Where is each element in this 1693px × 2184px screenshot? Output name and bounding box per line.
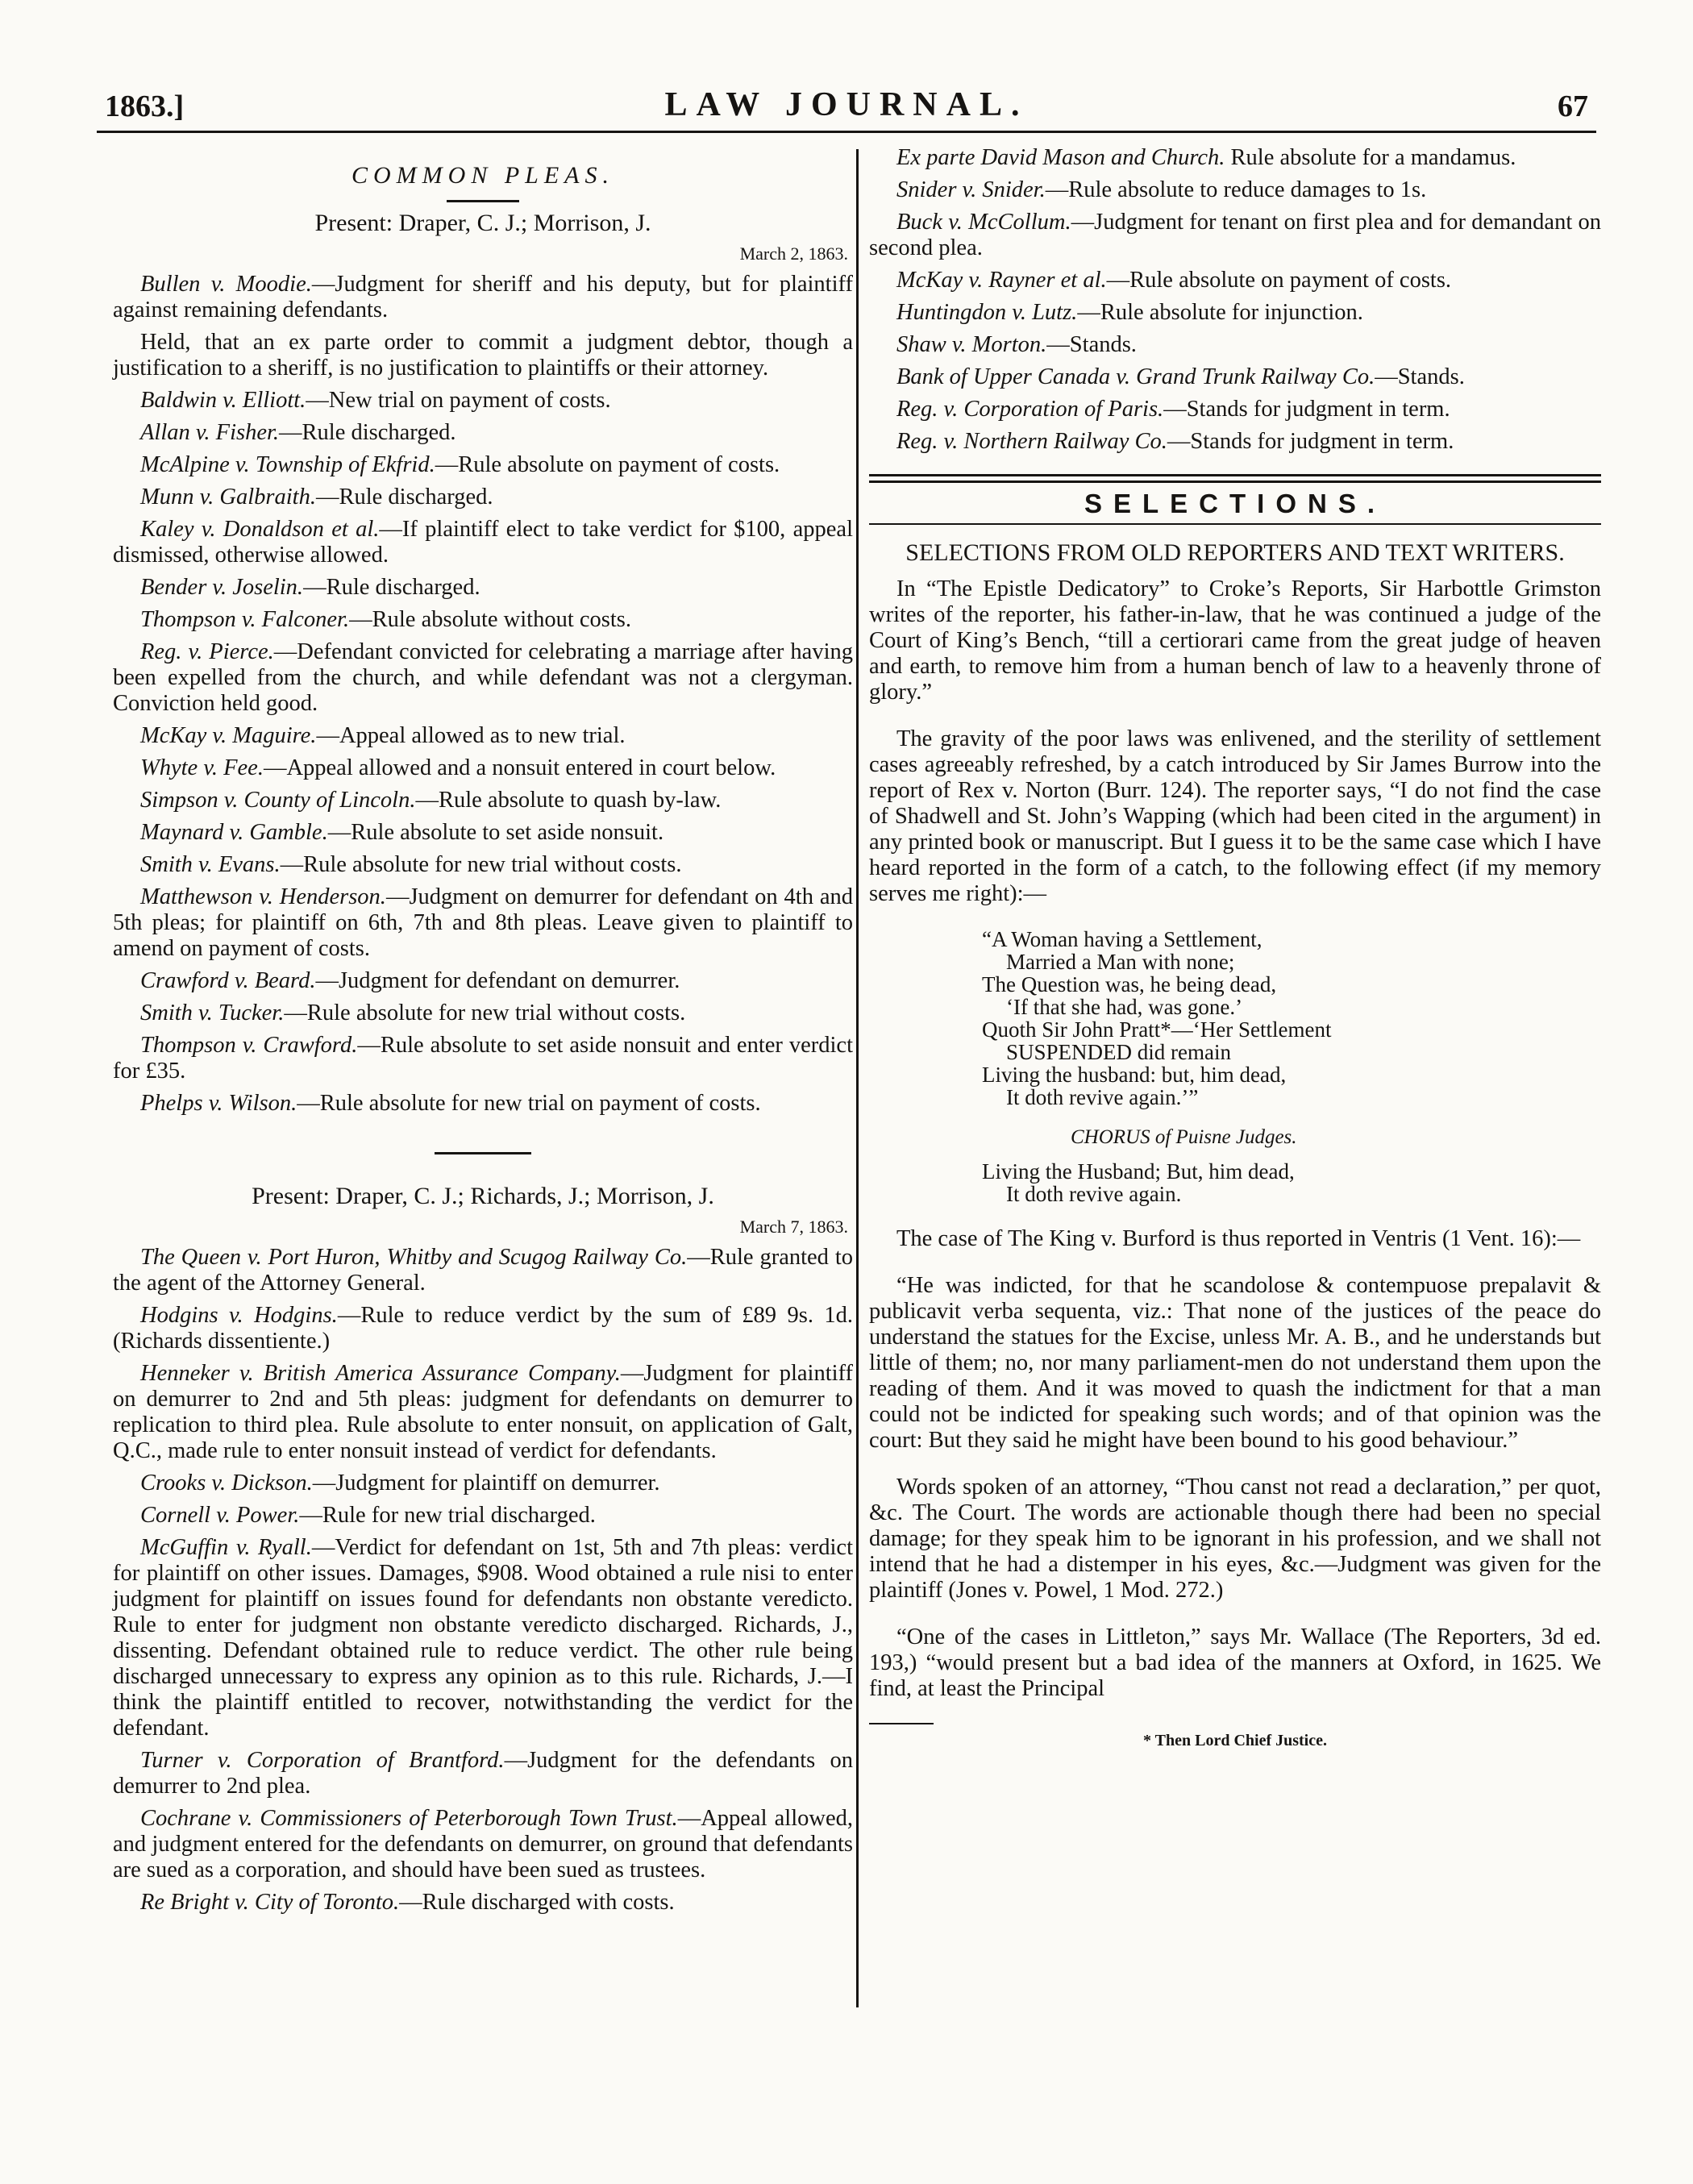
case-name: Kaley v. Donaldson et al. xyxy=(140,517,380,542)
case-name: Ex parte David Mason and Church. xyxy=(896,145,1225,170)
header-year: 1863.] xyxy=(105,89,185,123)
case-entry xyxy=(113,330,853,381)
case-ruling: —Stands. xyxy=(1375,364,1465,389)
case-name: Re Bright v. City of Toronto. xyxy=(140,1890,400,1915)
paragraph-epistle: In “The Epistle Dedicatory” to Croke’s Reports, Sir Harbottle Grimston writes of the reporter, his father-in-law, that he was continued a judge of the Court of King’s Bench, “till a certiorari came from the great judge of heaven and earth, to remove him from a human bench of law to a heavenly throne of glory.” xyxy=(869,576,1601,705)
case-ruling: —Judgment for plaintiff on demurrer. xyxy=(312,1471,660,1496)
case-name: Whyte v. Fee. xyxy=(140,755,264,780)
case-name: Cochrane v. Commissioners of Peterborough Town Trust. xyxy=(140,1806,678,1831)
case-ruling: Held, that an ex parte order to commit a judgment debtor, though a justification to a sheriff, is no justification to plaintiffs or their attorney. xyxy=(113,330,853,381)
footnote: * Then Lord Chief Justice. xyxy=(1143,1732,1327,1749)
present-judges-2: Present: Draper, C. J.; Richards, J.; Morrison, J. xyxy=(252,1183,714,1209)
verse-line: Married a Man with none; xyxy=(1006,950,1235,974)
verse-line: SUSPENDED did remain xyxy=(1006,1040,1231,1064)
case-entry xyxy=(113,755,853,781)
case-name: McGuffin v. Ryall. xyxy=(140,1535,312,1560)
thin-rule xyxy=(869,523,1601,525)
verse-line: It doth revive again.’” xyxy=(1006,1085,1199,1109)
sitting-date-1: March 2, 1863. xyxy=(739,243,848,264)
verse-line: Living the Husband; But, him dead, xyxy=(982,1159,1295,1184)
case-ruling: —Rule absolute on payment of costs. xyxy=(1106,268,1452,293)
case-name: Crawford v. Beard. xyxy=(140,968,316,993)
case-entry xyxy=(869,268,1601,293)
case-ruling: —Rule absolute to set aside nonsuit and enter verdict for £35. xyxy=(113,1033,853,1084)
case-name: Crooks v. Dickson. xyxy=(140,1471,313,1496)
case-entry xyxy=(113,852,853,878)
case-entry xyxy=(113,272,853,323)
case-name: Allan v. Fisher. xyxy=(140,420,280,445)
case-name: Bank of Upper Canada v. Grand Trunk Railway Co. xyxy=(896,364,1375,389)
running-header xyxy=(97,82,1596,133)
case-name: Simpson v. County of Lincoln. xyxy=(140,788,416,813)
case-name: Turner v. Corporation of Brantford. xyxy=(140,1748,505,1773)
case-entry xyxy=(113,639,853,717)
case-name: Matthewson v. Henderson. xyxy=(140,884,386,909)
catch-verse xyxy=(982,928,1601,1109)
verse-line: The Question was, he being dead, xyxy=(982,972,1277,996)
case-name: Cornell v. Power. xyxy=(140,1503,300,1528)
case-name: McKay v. Rayner et al. xyxy=(896,268,1107,293)
case-ruling: —Rule absolute to set aside nonsuit. xyxy=(327,820,664,845)
case-name: Maynard v. Gamble. xyxy=(140,820,328,845)
case-name: Thompson v. Crawford. xyxy=(140,1033,358,1058)
case-name: Phelps v. Wilson. xyxy=(140,1091,297,1116)
case-entry xyxy=(113,723,853,749)
verse-line: It doth revive again. xyxy=(1006,1182,1182,1206)
case-ruling: —Judgment for tenant on first plea and for demandant on second plea. xyxy=(869,210,1602,260)
case-ruling: —Appeal allowed as to new trial. xyxy=(316,723,626,748)
case-entry xyxy=(869,177,1601,203)
case-entry xyxy=(869,332,1601,358)
case-name: The Queen v. Port Huron, Whitby and Scugog Railway Co. xyxy=(140,1245,688,1270)
case-name: Bender v. Joselin. xyxy=(140,575,304,600)
case-list-1 xyxy=(113,272,853,1117)
case-ruling: —Stands for judgment in term. xyxy=(1163,397,1450,422)
right-column xyxy=(869,145,1601,1753)
case-ruling: —Appeal allowed, and judgment entered for the defendants on demurrer, on ground that defendants are sued as a corporation, and should have been sued as trustees. xyxy=(113,1806,853,1882)
paragraph-poor-laws: The gravity of the poor laws was enlivened, and the sterility of settlement cases agreeably refreshed, by a catch introduced by Sir James Burrow into the report of Rex v. Norton (Burr. 124). The reporter says, “I do not find the case of Shadwell and St. John’s Wapping (which had been cited in the argument) in any printed book or manuscript. But I guess it to be the same case which I have heard reported in the form of a catch, to the following effect (if my memory serves me right):— xyxy=(869,726,1601,906)
case-ruling: —Rule discharged. xyxy=(279,420,456,445)
case-entry xyxy=(113,1503,853,1529)
case-list-2 xyxy=(113,1245,853,1916)
case-name: Huntingdon v. Lutz. xyxy=(896,300,1078,325)
case-name: Reg. v. Corporation of Paris. xyxy=(896,397,1164,422)
case-name: Munn v. Galbraith. xyxy=(140,485,316,510)
verse-line: Living the husband: but, him dead, xyxy=(982,1063,1287,1087)
case-entry xyxy=(869,145,1601,171)
sitting-date-2: March 7, 1863. xyxy=(739,1217,848,1237)
case-entry xyxy=(113,1890,853,1916)
case-entry xyxy=(113,1000,853,1026)
case-name: Shaw v. Morton. xyxy=(896,332,1047,357)
case-name: Bullen v. Moodie. xyxy=(140,272,312,297)
chorus-verse xyxy=(982,1160,1601,1205)
case-ruling: —Judgment for defendant on demurrer. xyxy=(315,968,680,993)
case-ruling: —Appeal allowed and a nonsuit entered in court below. xyxy=(263,755,776,780)
case-ruling: —Rule absolute for injunction. xyxy=(1077,300,1363,325)
case-entry xyxy=(113,968,853,994)
case-name: Reg. v. Pierce. xyxy=(140,639,274,664)
case-ruling: —Rule absolute to quash by-law. xyxy=(415,788,722,813)
case-entry xyxy=(113,452,853,478)
page-number: 67 xyxy=(1558,89,1588,123)
case-entry xyxy=(113,575,853,601)
left-column xyxy=(113,145,853,1922)
verse-line: “A Woman having a Settlement, xyxy=(982,927,1262,951)
case-ruling: —Rule for new trial discharged. xyxy=(299,1503,596,1528)
journal-title: LAW JOURNAL. xyxy=(664,86,1029,123)
case-ruling: —Rule to reduce verdict by the sum of £89 9s. 1d. (Richards dissentiente.) xyxy=(113,1303,853,1354)
paragraph-attorney-words: Words spoken of an attorney, “Thou canst not read a declaration,” per quot, &c. The Court. The words are actionable though there had been no special damage; for they speak him to be ignorant in his profession, and we shall not intend that he had a distemper in his eyes, &c.—Judgment was given for the plaintiff (Jones v. Powel, 1 Mod. 272.) xyxy=(869,1475,1601,1603)
case-ruling: —Judgment on demurrer for defendant on 4th and 5th pleas; for plaintiff on 6th, 7th and 8th pleas. Leave given to plaintiff to amend on payment of costs. xyxy=(113,884,853,961)
present-judges-1: Present: Draper, C. J.; Morrison, J. xyxy=(314,210,651,236)
case-entry xyxy=(113,884,853,962)
case-ruling: —Rule granted to the agent of the Attorney General. xyxy=(113,1245,853,1296)
case-ruling: —Rule discharged. xyxy=(315,485,493,510)
case-ruling: Rule absolute for a mandamus. xyxy=(1225,145,1516,170)
case-entry xyxy=(869,429,1601,455)
chorus-title: CHORUS of Puisne Judges. xyxy=(1071,1126,1297,1148)
case-name: Henneker v. British America Assurance Company. xyxy=(140,1361,621,1386)
case-entry xyxy=(113,1361,853,1464)
case-ruling: —Defendant convicted for celebrating a marriage after having been expelled from the church, and while defendant was not a clergyman. Conviction held good. xyxy=(113,639,853,716)
verse-line: Quoth Sir John Pratt*—‘Her Settlement xyxy=(982,1017,1332,1042)
case-entry xyxy=(113,1471,853,1496)
case-entry xyxy=(113,388,853,414)
case-entry xyxy=(113,788,853,813)
case-entry xyxy=(113,1091,853,1117)
case-ruling: —Rule absolute for new trial on payment of costs. xyxy=(297,1091,761,1116)
case-entry xyxy=(113,420,853,446)
case-ruling: —Rule absolute for new trial without costs. xyxy=(284,1000,686,1025)
case-ruling: —Rule absolute on payment of costs. xyxy=(435,452,780,477)
selections-title: SELECTIONS. xyxy=(1084,489,1387,518)
case-name: Hodgins v. Hodgins. xyxy=(140,1303,338,1328)
verse-line: ‘If that she had, was gone.’ xyxy=(1006,995,1243,1019)
case-entry xyxy=(113,1303,853,1354)
case-ruling: —New trial on payment of costs. xyxy=(306,388,611,413)
case-ruling: —Verdict for defendant on 1st, 5th and 7th pleas: verdict for plaintiff on other issues. Damages, $908. Wood obtained a rule nisi to enter judgment for plaintiff on issues found for defendants non obstante veredicto. Rule to enter for judgment non obstante veredicto discharged. Richards, J., dissenting. Defendant obtained rule to reduce verdict. The other rule being discharged unnecessary to express any opinion as to this rule. Richards, J.—I think the plaintiff entitled to recover, notwithstanding the verdict for the defendant. xyxy=(113,1535,853,1741)
case-entry xyxy=(113,607,853,633)
selections-subhead: SELECTIONS FROM OLD REPORTERS AND TEXT WRITERS. xyxy=(905,539,1565,566)
footnote-rule xyxy=(869,1723,934,1724)
case-ruling: —Rule absolute for new trial without costs. xyxy=(280,852,682,877)
case-ruling: —Judgment for the defendants on demurrer to 2nd plea. xyxy=(113,1748,853,1799)
case-ruling: —Judgment for sheriff and his deputy, but for plaintiff against remaining defendants. xyxy=(113,272,853,322)
case-entry xyxy=(869,364,1601,390)
paragraph-indictment-quote: “He was indicted, for that he scandolose & contempuose prepalavit & publicavit verba sequenta, viz.: That none of the justices of the peace do understand the statues for the Excise, unless Mr. A. B., and he understands but little of them; no, nor many parliament-men do not understand them upon the reading of them. And it was moved to quash the indictment for that a man could not be indicted for speaking such words; and of that opinion was the court: But they said he might have been bound to his good behaviour.” xyxy=(869,1273,1601,1453)
column-divider xyxy=(856,149,859,2007)
case-ruling: —Stands. xyxy=(1046,332,1137,357)
case-name: Snider v. Snider. xyxy=(896,177,1046,202)
case-ruling: —Rule discharged with costs. xyxy=(399,1890,675,1915)
case-name: Thompson v. Falconer. xyxy=(140,607,350,632)
case-entry xyxy=(113,1033,853,1084)
case-name: Baldwin v. Elliott. xyxy=(140,388,306,413)
case-entry xyxy=(113,1535,853,1741)
case-name: Smith v. Tucker. xyxy=(140,1000,285,1025)
case-entry xyxy=(113,820,853,846)
short-rule xyxy=(447,200,519,202)
case-list-3 xyxy=(869,145,1601,455)
case-entry xyxy=(113,1806,853,1883)
case-entry xyxy=(869,210,1601,261)
double-rule xyxy=(869,474,1601,483)
paragraph-littleton: “One of the cases in Littleton,” says Mr. Wallace (The Reporters, 3d ed. 193,) “would present but a bad idea of the manners at Oxford, in 1625. We find, at least the Principal xyxy=(869,1624,1601,1701)
case-ruling: —Rule absolute without costs. xyxy=(349,607,632,632)
case-name: McKay v. Maguire. xyxy=(140,723,317,748)
case-name: Smith v. Evans. xyxy=(140,852,281,877)
case-entry xyxy=(869,300,1601,326)
case-ruling: —Judgment for plaintiff on demurrer to 2nd and 5th pleas: judgment for defendants on demurrer to replication to third plea. Rule absolute to enter nonsuit, on application of Galt, Q.C., made rule to enter nonsuit instead of verdict for defendants. xyxy=(113,1361,853,1463)
section-rule xyxy=(435,1152,531,1154)
section-title-common-pleas: COMMON PLEAS. xyxy=(351,162,614,189)
case-entry xyxy=(113,1748,853,1799)
case-entry xyxy=(113,485,853,510)
case-name: Reg. v. Northern Railway Co. xyxy=(896,429,1167,454)
case-ruling: —If plaintiff elect to take verdict for $100, appeal dismissed, otherwise allowed. xyxy=(113,517,853,568)
paragraph-king-v-burford: The case of The King v. Burford is thus reported in Ventris (1 Vent. 16):— xyxy=(896,1226,1581,1251)
case-ruling: —Rule absolute to reduce damages to 1s. xyxy=(1045,177,1427,202)
case-entry xyxy=(113,517,853,568)
case-entry xyxy=(869,397,1601,422)
case-name: Buck v. McCollum. xyxy=(896,210,1071,235)
case-ruling: —Rule discharged. xyxy=(303,575,480,600)
case-name: McAlpine v. Township of Ekfrid. xyxy=(140,452,435,477)
case-ruling: —Stands for judgment in term. xyxy=(1167,429,1454,454)
case-entry xyxy=(113,1245,853,1296)
